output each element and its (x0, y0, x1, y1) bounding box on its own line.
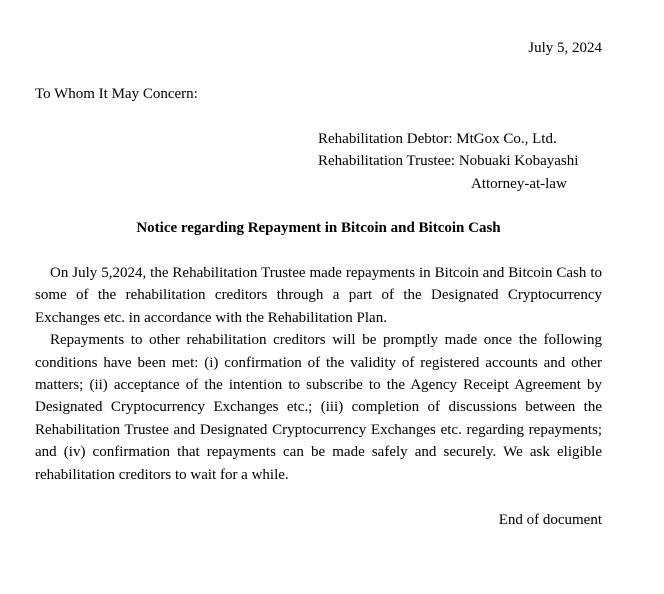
end-of-document: End of document (498, 512, 602, 528)
sender-block (318, 128, 578, 195)
letter-date: July 5, 2024 (528, 40, 602, 56)
notice-title: Notice regarding Repayment in Bitcoin and Bitcoin Cash (136, 220, 501, 236)
debtor-line: Rehabilitation Debtor: MtGox Co., Ltd. (318, 131, 557, 147)
trustee-title: Attorney-at-law (471, 175, 567, 192)
trustee-line: Rehabilitation Trustee: Nobuaki Kobayashi (318, 153, 579, 170)
notice-body (35, 262, 602, 486)
salutation: To Whom It May Concern: (35, 86, 198, 102)
paragraph-repayment-conditions: Repayments to other rehabilitation creditors will be promptly made once the following conditions have been met: (i) confirmation of the validity of registered accounts and other matters; (ii) acceptance of the intention to subscribe to the Agency Receipt Agreement by Designated Cryptocurrency Exchanges etc.; (iii) completion of discussions between the Rehabilitation Trustee and Designated Cryptocurrency Exchanges etc. regarding repayments; and (iv) confirmation that repayments can be made safely and securely. We ask eligible rehabilitation creditors to wait for a while. (35, 332, 602, 483)
paragraph-repayment-made: On July 5,2024, the Rehabilitation Trustee made repayments in Bitcoin and Bitcoin Cash to some of the rehabilitation creditors through a part of the Designated Cryptocurrency Exchanges etc. in accordance with the Rehabilitation Plan. (35, 265, 602, 326)
